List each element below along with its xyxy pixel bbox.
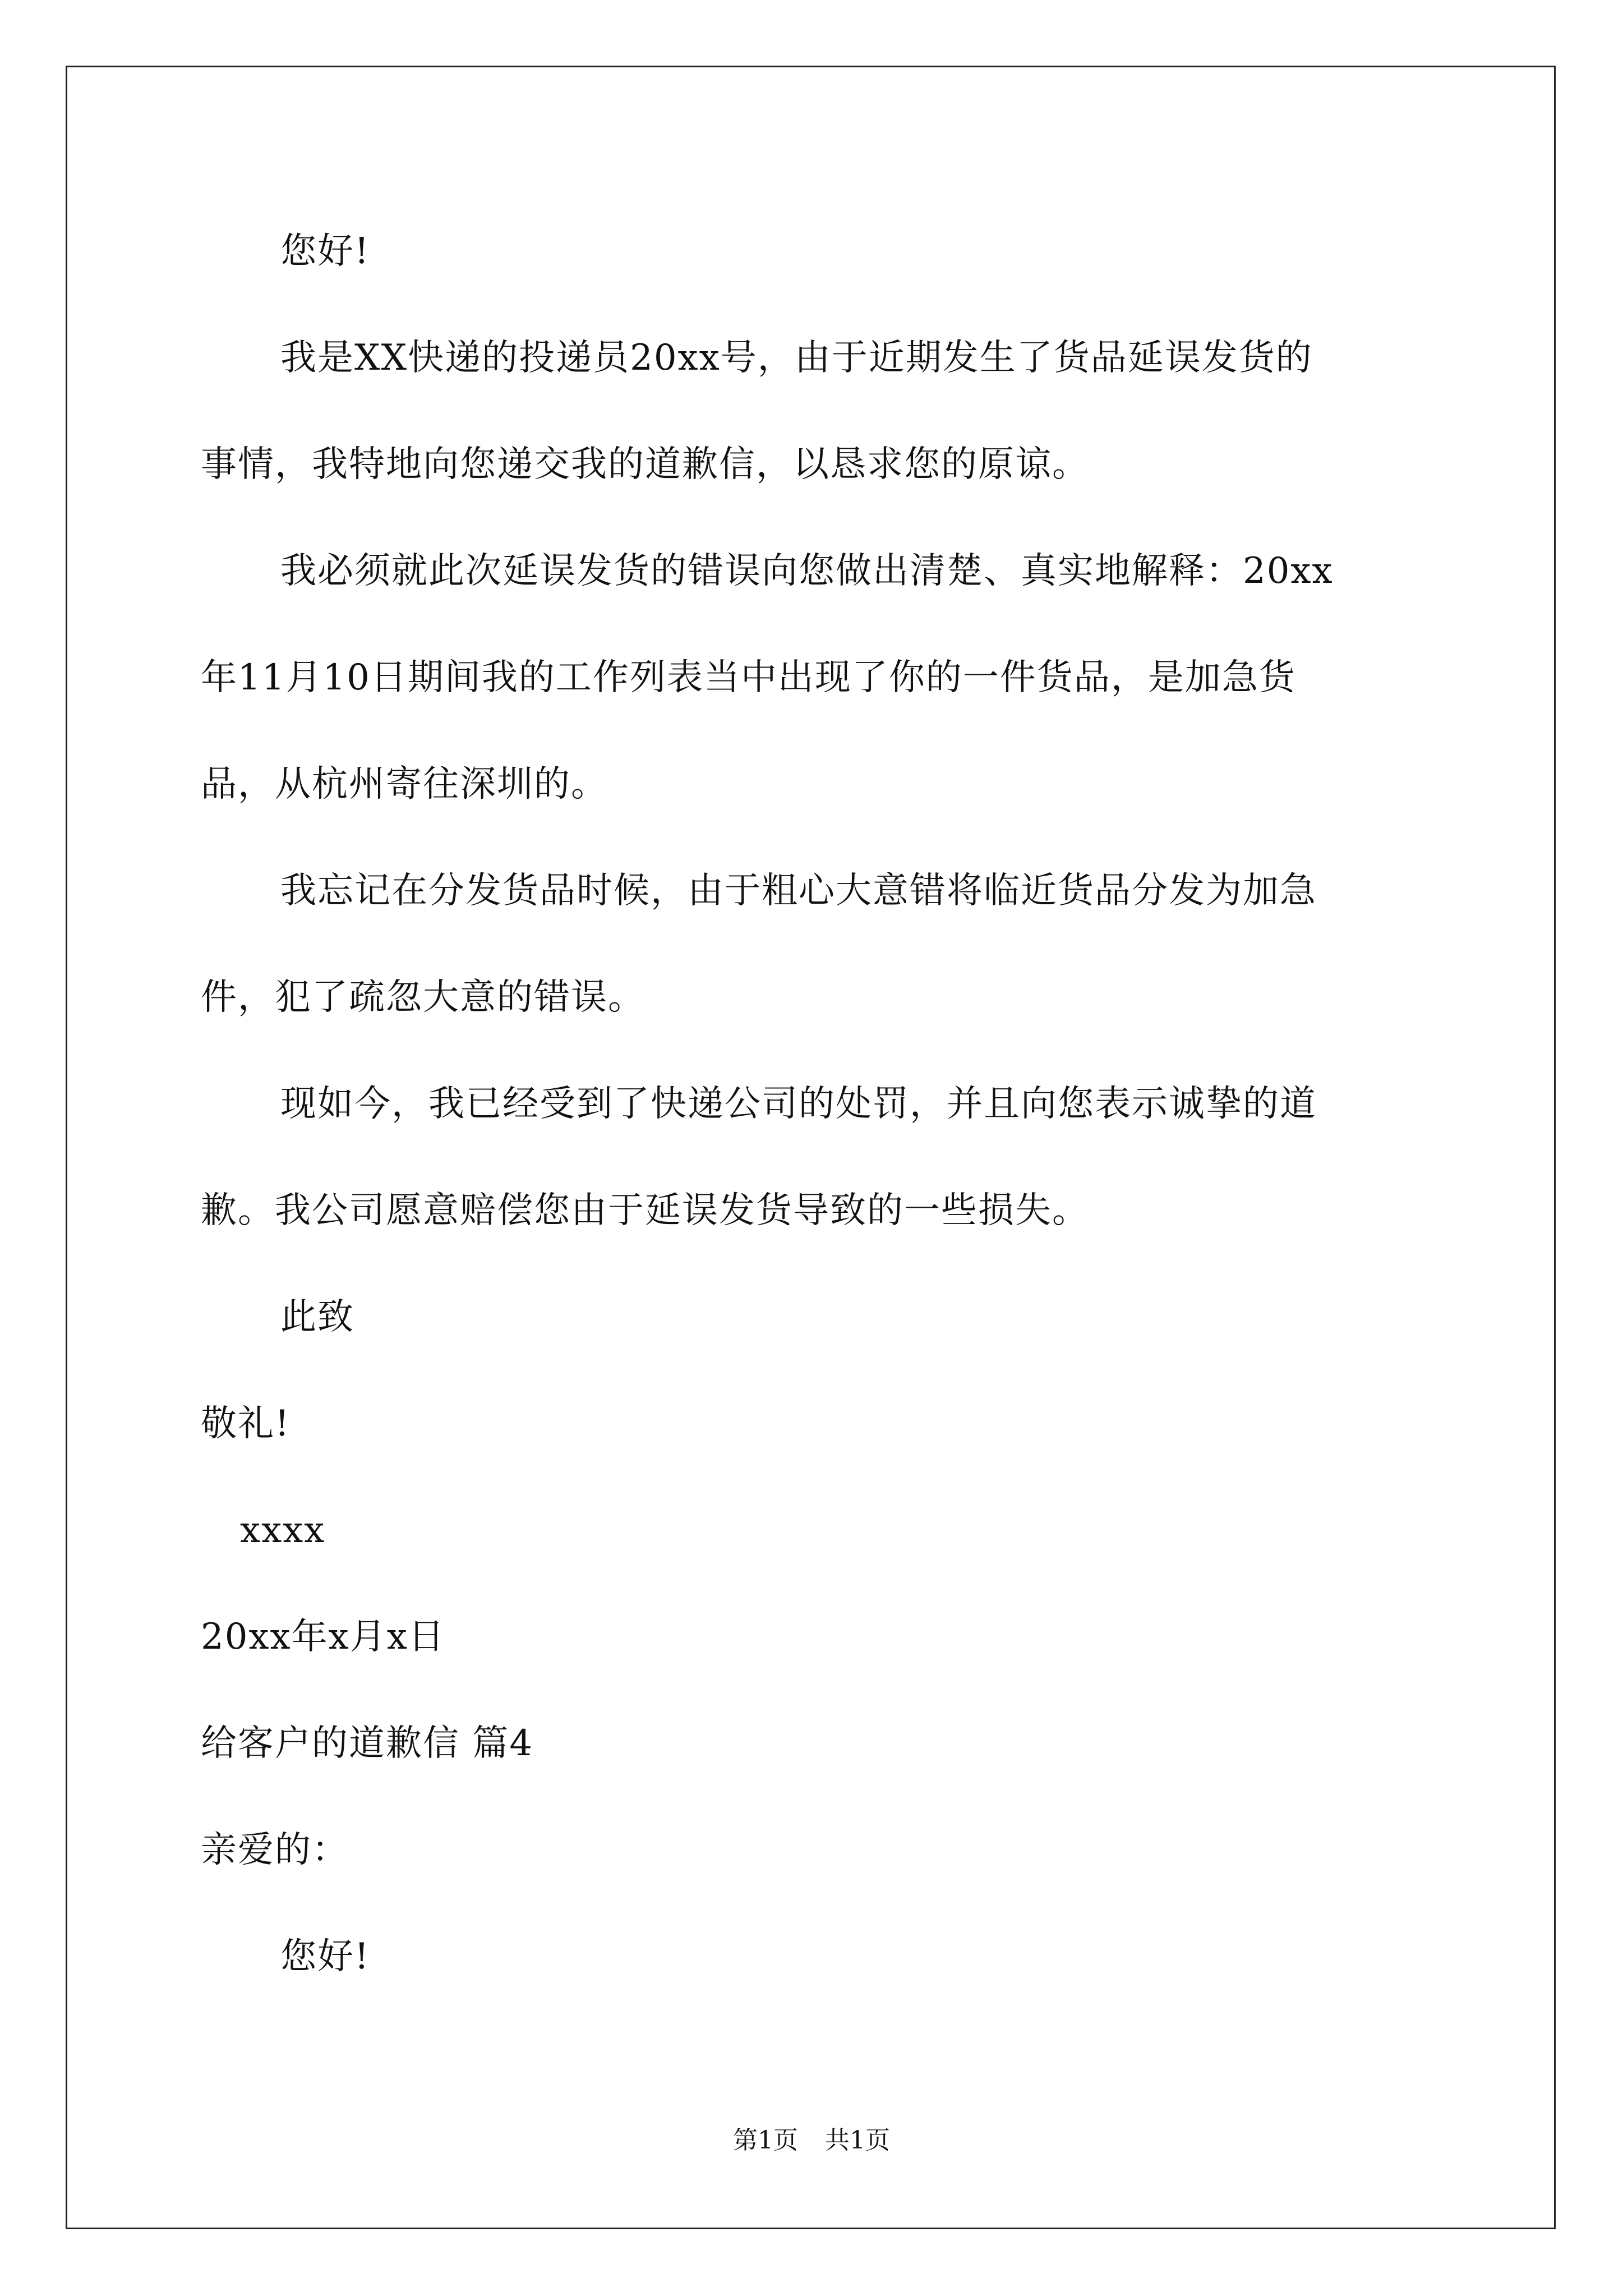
paragraph-1-line-2: 事情，我特地向您递交我的道歉信，以恳求您的原谅。 xyxy=(201,444,1089,485)
greeting: 您好! xyxy=(280,231,370,272)
closing-jing-li: 敬礼! xyxy=(201,1403,291,1444)
page-footer xyxy=(0,2125,1623,2156)
paragraph-1-line-1: 我是XX快递的投递员20xx号，由于近期发生了货品延误发货的 xyxy=(280,337,1313,379)
page-frame xyxy=(66,66,1556,2229)
salutation: 亲爱的： xyxy=(201,1829,349,1871)
paragraph-3-line-2: 件，犯了疏忽大意的错误。 xyxy=(201,977,645,1018)
signature: xxxx xyxy=(240,1510,326,1551)
total-pages-label: 共1页 xyxy=(825,2126,890,2155)
next-greeting: 您好! xyxy=(280,1936,370,1977)
closing-ci-zhi: 此致 xyxy=(280,1296,354,1338)
paragraph-2-line-3: 品，从杭州寄往深圳的。 xyxy=(201,763,608,805)
current-page-label: 第1页 xyxy=(733,2126,798,2155)
paragraph-4-line-2: 歉。我公司愿意赔偿您由于延误发货导致的一些损失。 xyxy=(201,1190,1089,1231)
paragraph-2-line-2: 年11月10日期间我的工作列表当中出现了你的一件货品，是加急货 xyxy=(201,657,1296,698)
paragraph-3-line-1: 我忘记在分发货品时候，由于粗心大意错将临近货品分发为加急 xyxy=(280,870,1317,912)
section-heading: 给客户的道歉信 篇4 xyxy=(201,1723,534,1764)
paragraph-2-line-1: 我必须就此次延误发货的错误向您做出清楚、真实地解释：20xx xyxy=(280,550,1334,592)
date: 20xx年x月x日 xyxy=(201,1616,445,1658)
paragraph-4-line-1: 现如今，我已经受到了快递公司的处罚，并且向您表示诚挚的道 xyxy=(280,1083,1317,1125)
